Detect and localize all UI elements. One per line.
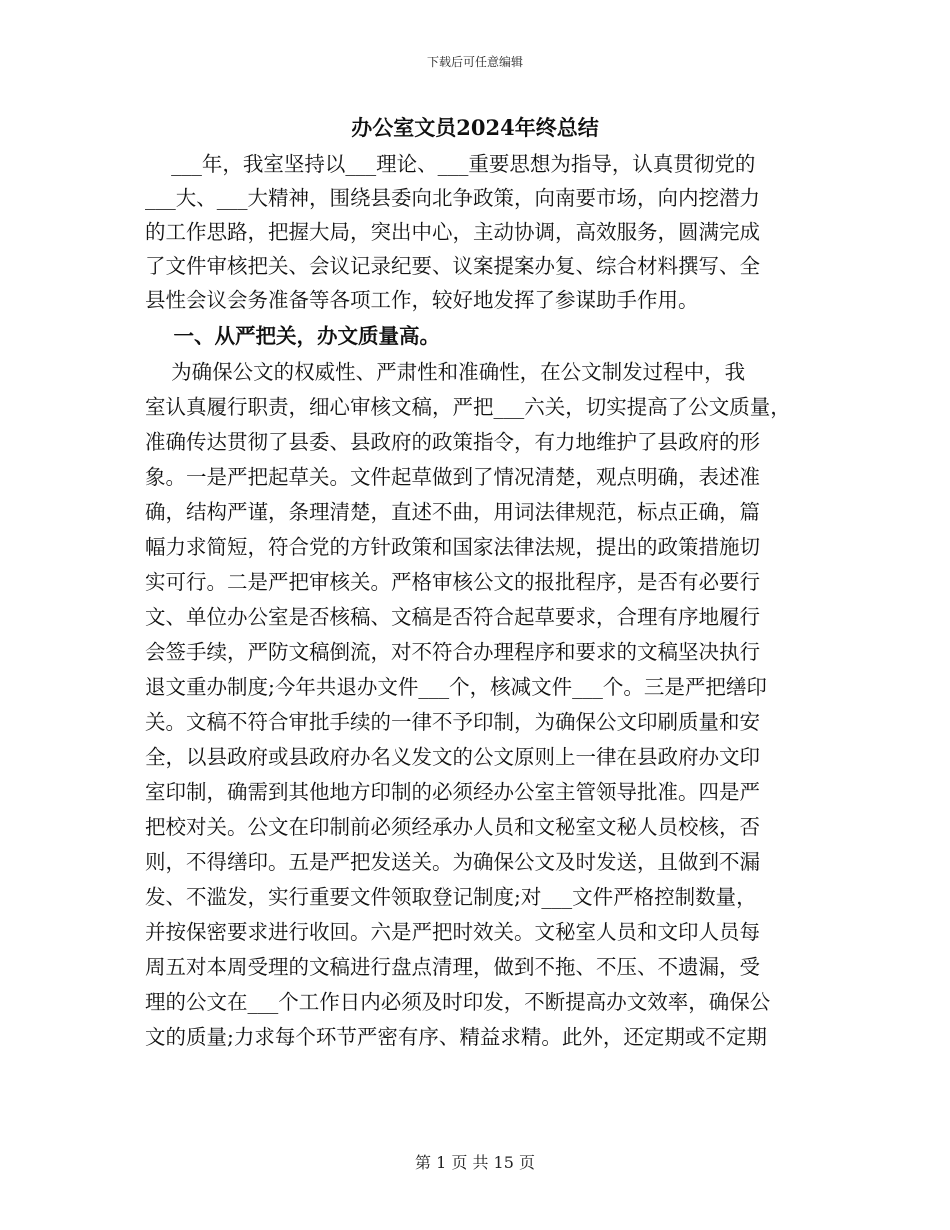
body-line: 准确传达贯彻了县委、县政府的政策指令，有力地维护了县政府的形 <box>145 430 760 454</box>
body-line: 为确保公文的权威性、严肃性和准确性，在公文制发过程中，我 <box>145 360 746 384</box>
body-line: 会签手续，严防文稿倒流，对不符合办理程序和要求的文稿坚决执行 <box>145 640 760 664</box>
body-line: 县性会议会务准备等各项工作，较好地发挥了参谋助手作用。 <box>145 288 699 312</box>
body-line: 的工作思路，把握大局，突出中心，主动协调，高效服务，圆满完成 <box>145 220 760 244</box>
body-line: 文的质量;力求每个环节严密有序、精益求精。此外，还定期或不定期 <box>145 1025 767 1049</box>
page-number: 第 1 页 共 15 页 <box>415 1153 535 1172</box>
body-line: ___大、___大精神，围绕县委向北争政策，向南要市场，向内挖潜力 <box>145 186 760 210</box>
body-line: 周五对本周受理的文稿进行盘点清理，做到不拖、不压、不遗漏，受 <box>145 955 760 979</box>
body-line: 幅力求简短，符合党的方针政策和国家法律法规，提出的政策措施切 <box>145 535 760 559</box>
body-line: ___年，我室坚持以___理论、___重要思想为指导，认真贯彻党的 <box>145 152 756 176</box>
section-heading: 一、从严把关，办文质量高。 <box>145 324 441 348</box>
body-line: 室认真履行职责，细心审核文稿，严把___六关，切实提高了公文质量， <box>145 395 791 419</box>
body-line: 发、不滥发，实行重要文件领取登记制度;对___文件严格控制数量， <box>145 885 757 909</box>
body-line: 退文重办制度;今年共退办文件___个，核减文件___个。三是严把缮印 <box>145 675 767 699</box>
body-line: 把校对关。公文在印制前必须经承办人员和文秘室文秘人员校核，否 <box>145 815 760 839</box>
body-line: 关。文稿不符合审批手续的一律不予印制，为确保公文印刷质量和安 <box>145 710 760 734</box>
body-line: 并按保密要求进行收回。六是严把时效关。文秘室人员和文印人员每 <box>145 920 760 944</box>
document-title: 办公室文员2024年终总结 <box>351 115 599 140</box>
body-line: 了文件审核把关、会议记录纪要、议案提案办复、综合材料撰写、全 <box>145 254 760 278</box>
body-line: 象。一是严把起草关。文件起草做到了情况清楚，观点明确，表述准 <box>145 465 760 489</box>
body-line: 确，结构严谨，条理清楚，直述不曲，用词法律规范，标点正确，篇 <box>145 500 760 524</box>
body-line: 实可行。二是严把审核关。严格审核公文的报批程序，是否有必要行 <box>145 570 760 594</box>
header-note: 下载后可任意编辑 <box>426 55 523 69</box>
body-line: 则，不得缮印。五是严把发送关。为确保公文及时发送，且做到不漏 <box>145 850 760 874</box>
body-line: 全，以县政府或县政府办名义发文的公文原则上一律在县政府办文印 <box>145 745 760 769</box>
body-line: 理的公文在___个工作日内必须及时印发，不断提高办文效率，确保公 <box>145 990 771 1014</box>
body-line: 室印制，确需到其他地方印制的必须经办公室主管领导批准。四是严 <box>145 780 760 804</box>
body-line: 文、单位办公室是否核稿、文稿是否符合起草要求，合理有序地履行 <box>145 605 760 629</box>
